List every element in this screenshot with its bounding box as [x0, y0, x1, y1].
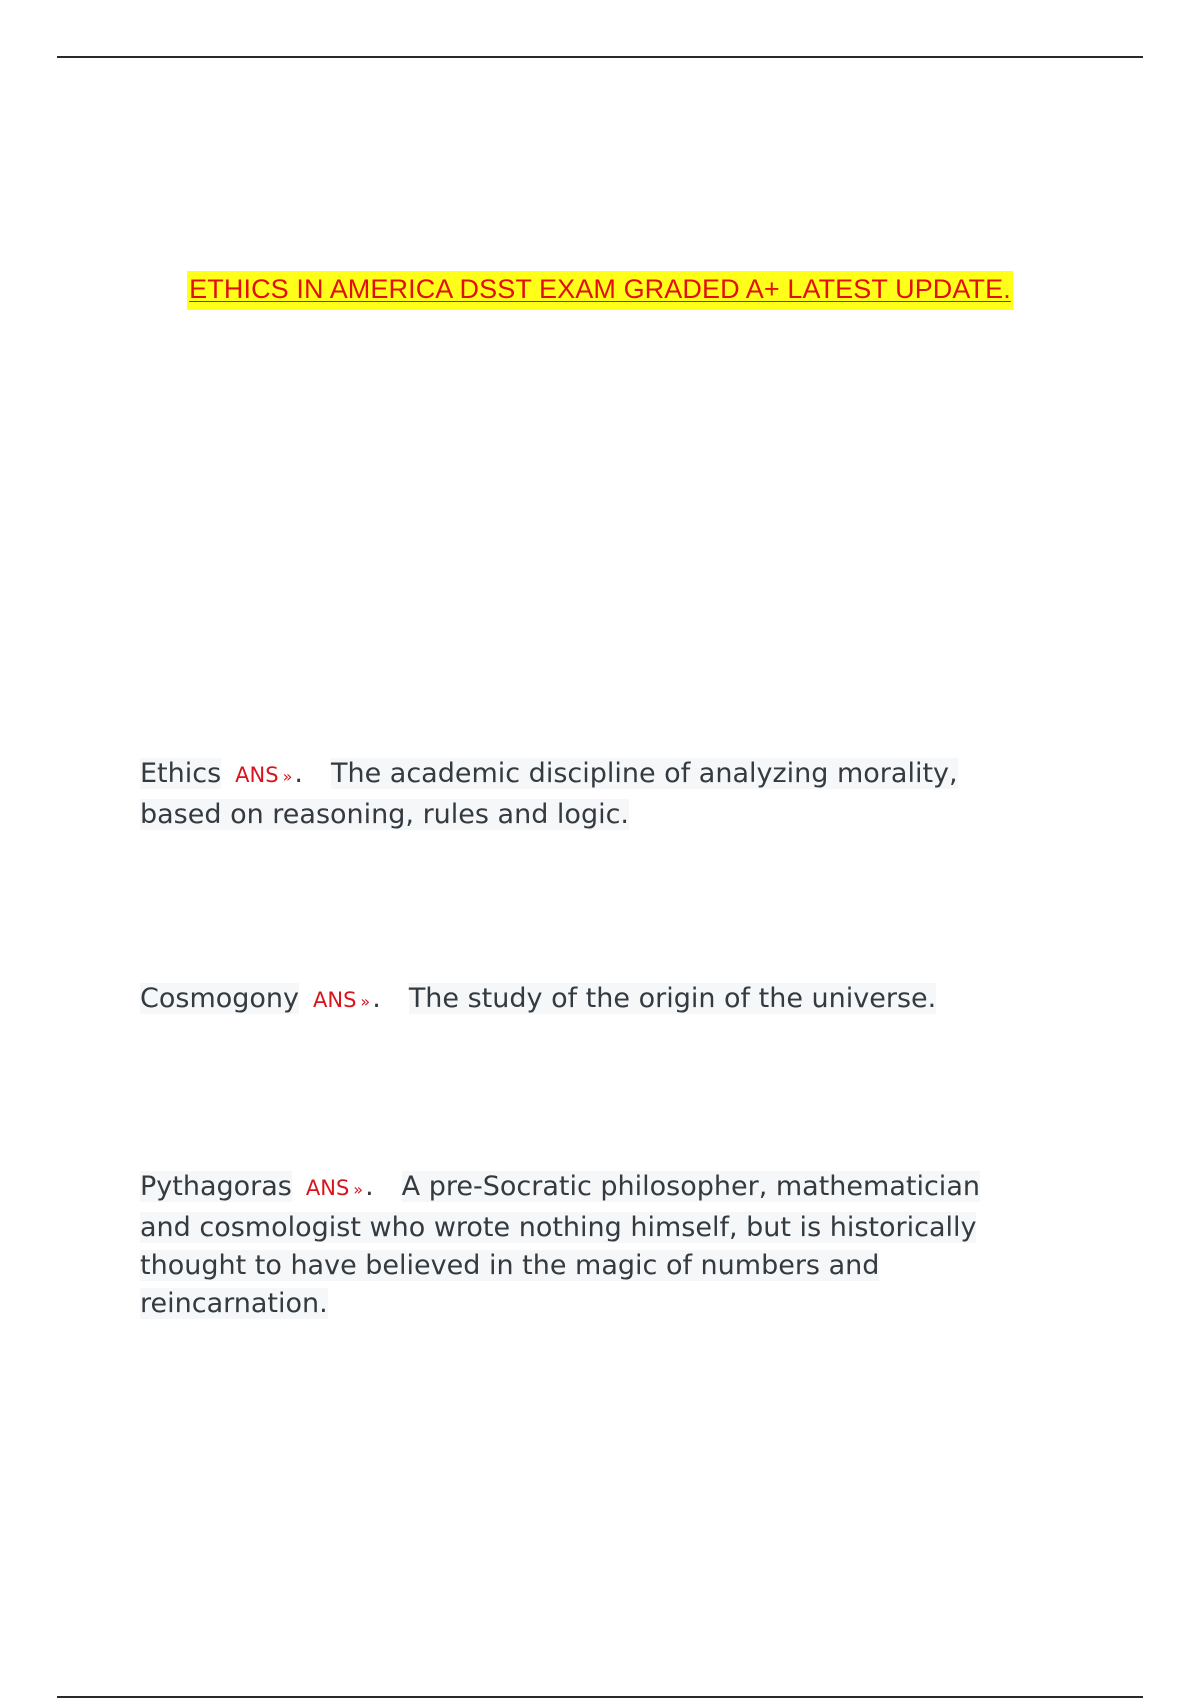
bottom-rule [57, 1696, 1143, 1698]
entry-definition-line: based on reasoning, rules and logic. [140, 799, 630, 830]
top-rule [57, 56, 1143, 58]
entry-definition-line: reincarnation. [140, 1288, 328, 1319]
answer-marker: ANS » [235, 763, 293, 787]
qa-entry-pythagoras [140, 1168, 1060, 1323]
entry-definition-line: and cosmologist who wrote nothing himself, but is historically [140, 1212, 977, 1243]
entry-first-line [140, 755, 1060, 796]
qa-entry-ethics [140, 755, 1060, 834]
separator: . [294, 758, 303, 789]
entry-term: Ethics [140, 758, 222, 789]
entry-first-line [140, 1168, 1060, 1209]
entry-term: Cosmogony [140, 983, 300, 1014]
separator: . [372, 983, 381, 1014]
title-container [0, 271, 1200, 310]
entry-definition: A pre-Socratic philosopher, mathematician [401, 1171, 980, 1202]
answer-marker: ANS » [305, 1176, 364, 1200]
entry-term: Pythagoras [140, 1171, 292, 1202]
document-title: ETHICS IN AMERICA DSST EXAM GRADED A+ LATEST UPDATE. [187, 271, 1013, 310]
entry-definition-line: thought to have believed in the magic of numbers and [140, 1250, 880, 1281]
entry-definition: The academic discipline of analyzing morality, [330, 758, 958, 789]
entry-definition: The study of the origin of the universe. [408, 983, 937, 1014]
answer-marker: ANS » [313, 988, 371, 1012]
entry-first-line [140, 980, 1060, 1021]
answer-arrow-icon: » [360, 992, 371, 1011]
qa-entry-cosmogony [140, 980, 1060, 1021]
answer-arrow-icon: » [353, 1180, 364, 1199]
separator: . [365, 1171, 374, 1202]
answer-arrow-icon: » [282, 767, 293, 786]
